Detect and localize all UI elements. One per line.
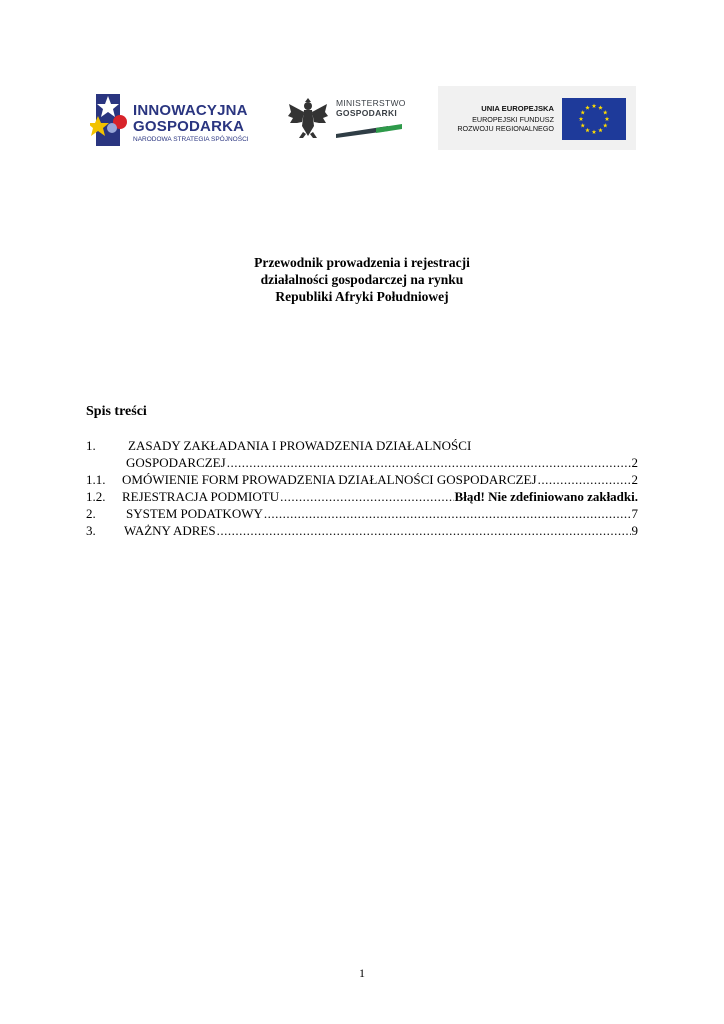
toc-entry-text: WAŻNY ADRES: [124, 523, 216, 538]
ministerstwo-gospodarki-logo: [287, 92, 407, 144]
eu-flag-icon: [562, 98, 626, 140]
toc-page-number: 9: [631, 523, 638, 538]
ministerstwo-stripes-icon: [336, 122, 402, 138]
toc-leader-dots: [217, 523, 631, 539]
eu-logo: [438, 86, 636, 150]
toc-entry-text: REJESTRACJA PODMIOTU: [122, 489, 280, 504]
toc-entry-text: GOSPODARCZEJ: [126, 455, 226, 470]
innowacyjna-gospodarka-logo: [90, 92, 260, 150]
document-title: [160, 254, 564, 305]
toc-entry-text: SYSTEM PODATKOWY: [126, 506, 263, 521]
toc-entry-number: 3.: [86, 523, 96, 538]
eu-line1: UNIA EUROPEJSKA: [481, 104, 554, 113]
polish-eagle-icon: [287, 96, 329, 140]
innowacyjna-line1: INNOWACYJNA: [133, 102, 248, 119]
toc-entry-1[interactable]: [86, 455, 638, 472]
toc-entry-3[interactable]: [86, 523, 638, 540]
eu-line3: ROZWOJU REGIONALNEGO: [457, 124, 554, 133]
toc-entry-1-1[interactable]: [86, 472, 638, 489]
toc-error-message: Błąd! Nie zdefiniowano zakładki.: [454, 489, 638, 504]
title-line2: działalności gospodarczej na rynku: [260, 272, 464, 287]
ministerstwo-line2: GOSPODARKI: [336, 108, 398, 118]
toc-heading: Spis treści: [86, 404, 147, 419]
toc-leader-dots: [264, 506, 631, 522]
toc-leader-dots: [538, 472, 631, 488]
innowacyjna-line3: NARODOWA STRATEGIA SPÓJNOŚCI: [133, 136, 249, 143]
title-line1: Przewodnik prowadzenia i rejestracji: [254, 255, 470, 270]
toc-entry-number: 1.1.: [86, 472, 106, 487]
toc-entry-text: ZASADY ZAKŁADANIA I PROWADZENIA DZIAŁALNOŚCI: [128, 438, 472, 453]
toc-entry-1-2[interactable]: [86, 489, 638, 506]
page-number: 1: [359, 966, 365, 980]
toc-page-number: 7: [631, 506, 638, 521]
toc-entry-2[interactable]: [86, 506, 638, 523]
innowacyjna-gospodarka-emblem-icon: [90, 92, 130, 148]
toc-leader-dots: [227, 455, 631, 471]
toc-page-number: 2: [631, 455, 638, 470]
toc-entry-number: 1.: [86, 438, 96, 453]
toc-entry-number: 1.2.: [86, 489, 106, 504]
title-line3: Republiki Afryki Południowej: [275, 289, 449, 304]
innowacyjna-line2: GOSPODARKA: [133, 118, 245, 135]
ministerstwo-line1: MINISTERSTWO: [336, 98, 406, 108]
toc-entry-1-heading[interactable]: [86, 438, 638, 455]
header-logos: [0, 86, 724, 156]
eu-line2: EUROPEJSKI FUNDUSZ: [472, 115, 554, 124]
toc-entry-number: 2.: [86, 506, 96, 521]
toc-page-number: 2: [631, 472, 638, 487]
toc-leader-dots: [280, 489, 453, 505]
toc-entry-text: OMÓWIENIE FORM PROWADZENIA DZIAŁALNOŚCI GOSPODARCZEJ: [122, 472, 537, 487]
